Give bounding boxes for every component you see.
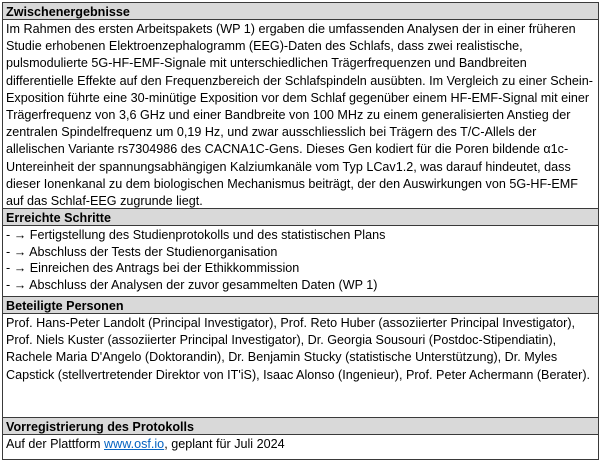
osf-link[interactable]: www.osf.io	[104, 437, 165, 451]
persons-paragraph: Prof. Hans-Peter Landolt (Principal Investigator), Prof. Reto Huber (assoziierter Principal Investigator), Prof. Niels Kuster (assoziierter Principal Investigator), Dr. Georgia Sousouri (Postdoc-Stipendiatin), Rachele Maria D'Angelo (Doktorandin), Dr. Benjamin Stucky (statistische Unterstützung), Dr. Myles Capstick (stellvertretender Direktor von IT'iS), Isaac Alonso (Ingenieur), Prof. Peter Achermann (Berater).	[6, 316, 591, 382]
section-results	[3, 3, 598, 209]
section-steps-body	[3, 226, 598, 296]
section-results-title: Zwischenergebnisse	[3, 3, 598, 20]
steps-list	[6, 227, 594, 293]
list-item: - → Einreichen des Antrags bei der Ethikkommission	[6, 261, 300, 276]
section-persons-title: Beteiligte Personen	[3, 297, 598, 314]
prereg-paragraph	[6, 436, 594, 453]
section-persons-body	[3, 314, 598, 417]
list-item: - → Abschluss der Tests der Studienorganisation	[6, 244, 278, 259]
prereg-text-before: Auf der Plattform	[6, 437, 104, 451]
prereg-text-after: , geplant für Juli 2024	[164, 437, 285, 451]
section-results-body	[3, 20, 598, 208]
list-item: - → Fertigstellung des Studienprotokolls und des statistischen Plans	[6, 228, 386, 242]
section-steps-title: Erreichte Schritte	[3, 209, 598, 226]
section-persons	[3, 297, 598, 418]
section-prereg-body	[3, 435, 598, 459]
section-prereg-title: Vorregistrierung des Protokolls	[3, 418, 598, 435]
section-prereg	[3, 418, 598, 459]
results-paragraph: Im Rahmen des ersten Arbeitspakets (WP 1) ergaben die umfassenden Analysen der in einer früheren Studie erhobenen Elektroenzephalogramm (EEG)-Daten des Schlafs, dass zwei realistische, pulsmodulierte 5G-HF-EMF-Signale mit unterschiedlichen Trägerfrequenzen und Bandbreiten differentielle Effekte auf den Frequenzbereich der Schlafspindeln ausübten. Im Vergleich zu einer Schein-Exposition führte eine 30-minütige Exposition vor dem Schlaf gegenüber einem HF-EMF-Signal mit einer Trägerfrequenz von 3,6 GHz und einer Bandbreite von 100 MHz zu einem generalisierten Anstieg der zentralen Spindelfrequenz um 0,19 Hz, und zwar ausschliesslich bei Trägern des T/C-Allels der allelischen Variante rs7304986 des CACNA1C-Gens. Dieses Gen kodiert für die Poren bildende α1c-Untereinheit der spannungsabhängigen Kalziumkanäle vom Typ LCav1.2, was darauf hindeutet, dass dieser Ionenkanal zu dem biologischen Mechanismus beiträgt, der den Auswirkungen von 5G-HF-EMF auf das Schlaf-EEG zugrunde liegt.	[6, 22, 593, 209]
section-steps	[3, 209, 598, 297]
list-item: - → Abschluss der Analysen der zuvor gesammelten Daten (WP 1)	[6, 277, 378, 292]
report-table	[2, 2, 599, 460]
